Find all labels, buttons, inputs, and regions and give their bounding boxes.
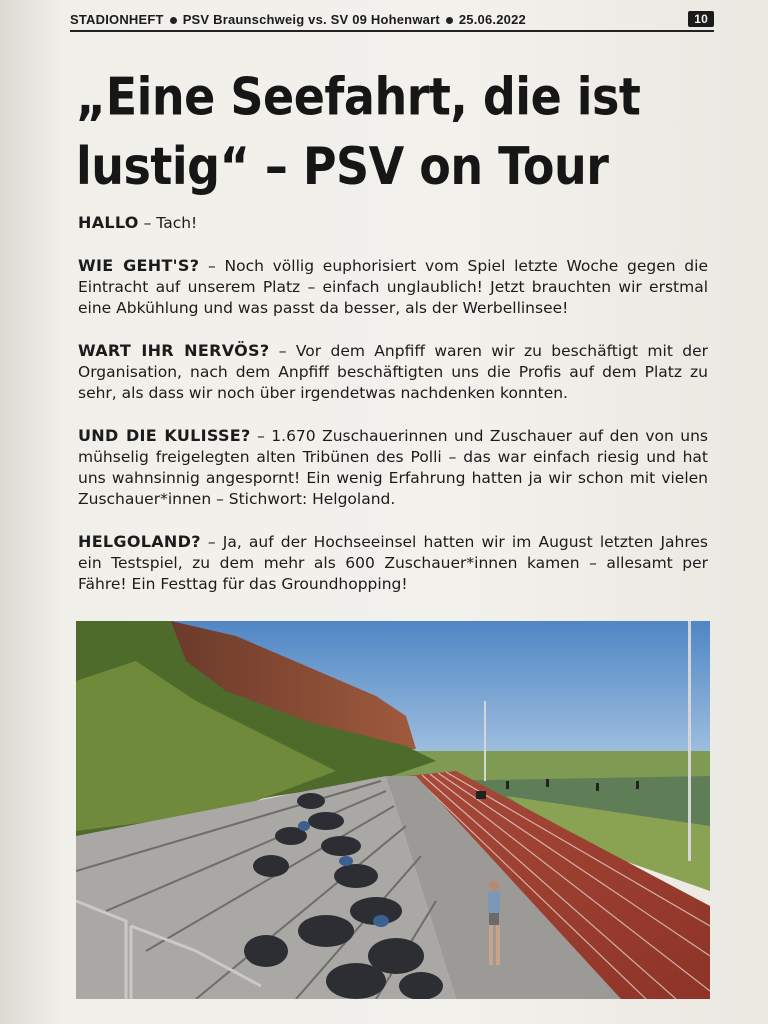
paragraph-question: WART IHR NERVÖS? [78, 341, 270, 360]
page-number: 10 [688, 11, 714, 27]
paragraph-answer: – Tach! [138, 214, 198, 232]
floodlight-pole [688, 621, 691, 861]
paragraph-hallo [78, 212, 708, 234]
article-body [78, 212, 708, 595]
bullet-icon [170, 17, 177, 24]
paragraph-question: WIE GEHT'S? [78, 256, 200, 275]
stadium-photo-illustration [76, 621, 710, 999]
page-header [70, 8, 714, 32]
paragraph-wie-gehts [78, 255, 708, 319]
paragraph-answer: – Vor dem Anpfiff waren wir zu beschäftigt mit der Organisation, nach dem Anpfiff beschäftigten uns die Profis auf dem Platz zu sehr, als dass wir noch über irgendetwas nachdenken konnten. [78, 342, 708, 402]
title-line-2: lustig“ – PSV on Tour [76, 135, 609, 197]
paragraph-helgoland [78, 531, 708, 595]
paragraph-answer: – 1.670 Zuschauerinnen und Zuschauer auf den von uns mühselig freigelegten alten Tribünen des Polli – das war einfach riesig und hat uns wahnsinnig angespornt! Ein wenig Erfahrung hatten ja wir schon mit vielen Zuschauer*innen – Stichwort: Helgoland. [78, 427, 708, 508]
stadium-photo [76, 621, 710, 999]
paragraph-question: UND DIE KULISSE? [78, 426, 251, 445]
bullet-icon [446, 17, 453, 24]
paragraph-question: HELGOLAND? [78, 532, 201, 551]
paragraph-answer: – Ja, auf der Hochseeinsel hatten wir im August letzten Jahres ein Testspiel, zu dem mehr als 600 Zuschauer*innen kamen – allesamt per Fähre! Ein Festtag für das Groundhopping! [78, 533, 708, 593]
paragraph-answer: – Noch völlig euphorisiert vom Spiel letzte Woche gegen die Eintracht auf unserem Platz – einfach unglaublich! Jetzt brauchten wir erstmal eine Abkühlung und was passt da besser, als der Werbellinsee! [78, 257, 708, 317]
header-info [70, 12, 526, 27]
article-title [76, 62, 706, 201]
paragraph-question: HALLO [78, 213, 139, 232]
floodlight-pole [484, 701, 486, 781]
header-date: 25.06.2022 [458, 11, 526, 27]
title-line-1: „Eine Seefahrt, die ist [76, 66, 641, 127]
header-match: PSV Braunschweig vs. SV 09 Hohenwart [182, 11, 440, 27]
paragraph-nervoes [78, 340, 708, 404]
header-section: STADIONHEFT [70, 11, 164, 27]
paragraph-kulisse [78, 425, 708, 510]
